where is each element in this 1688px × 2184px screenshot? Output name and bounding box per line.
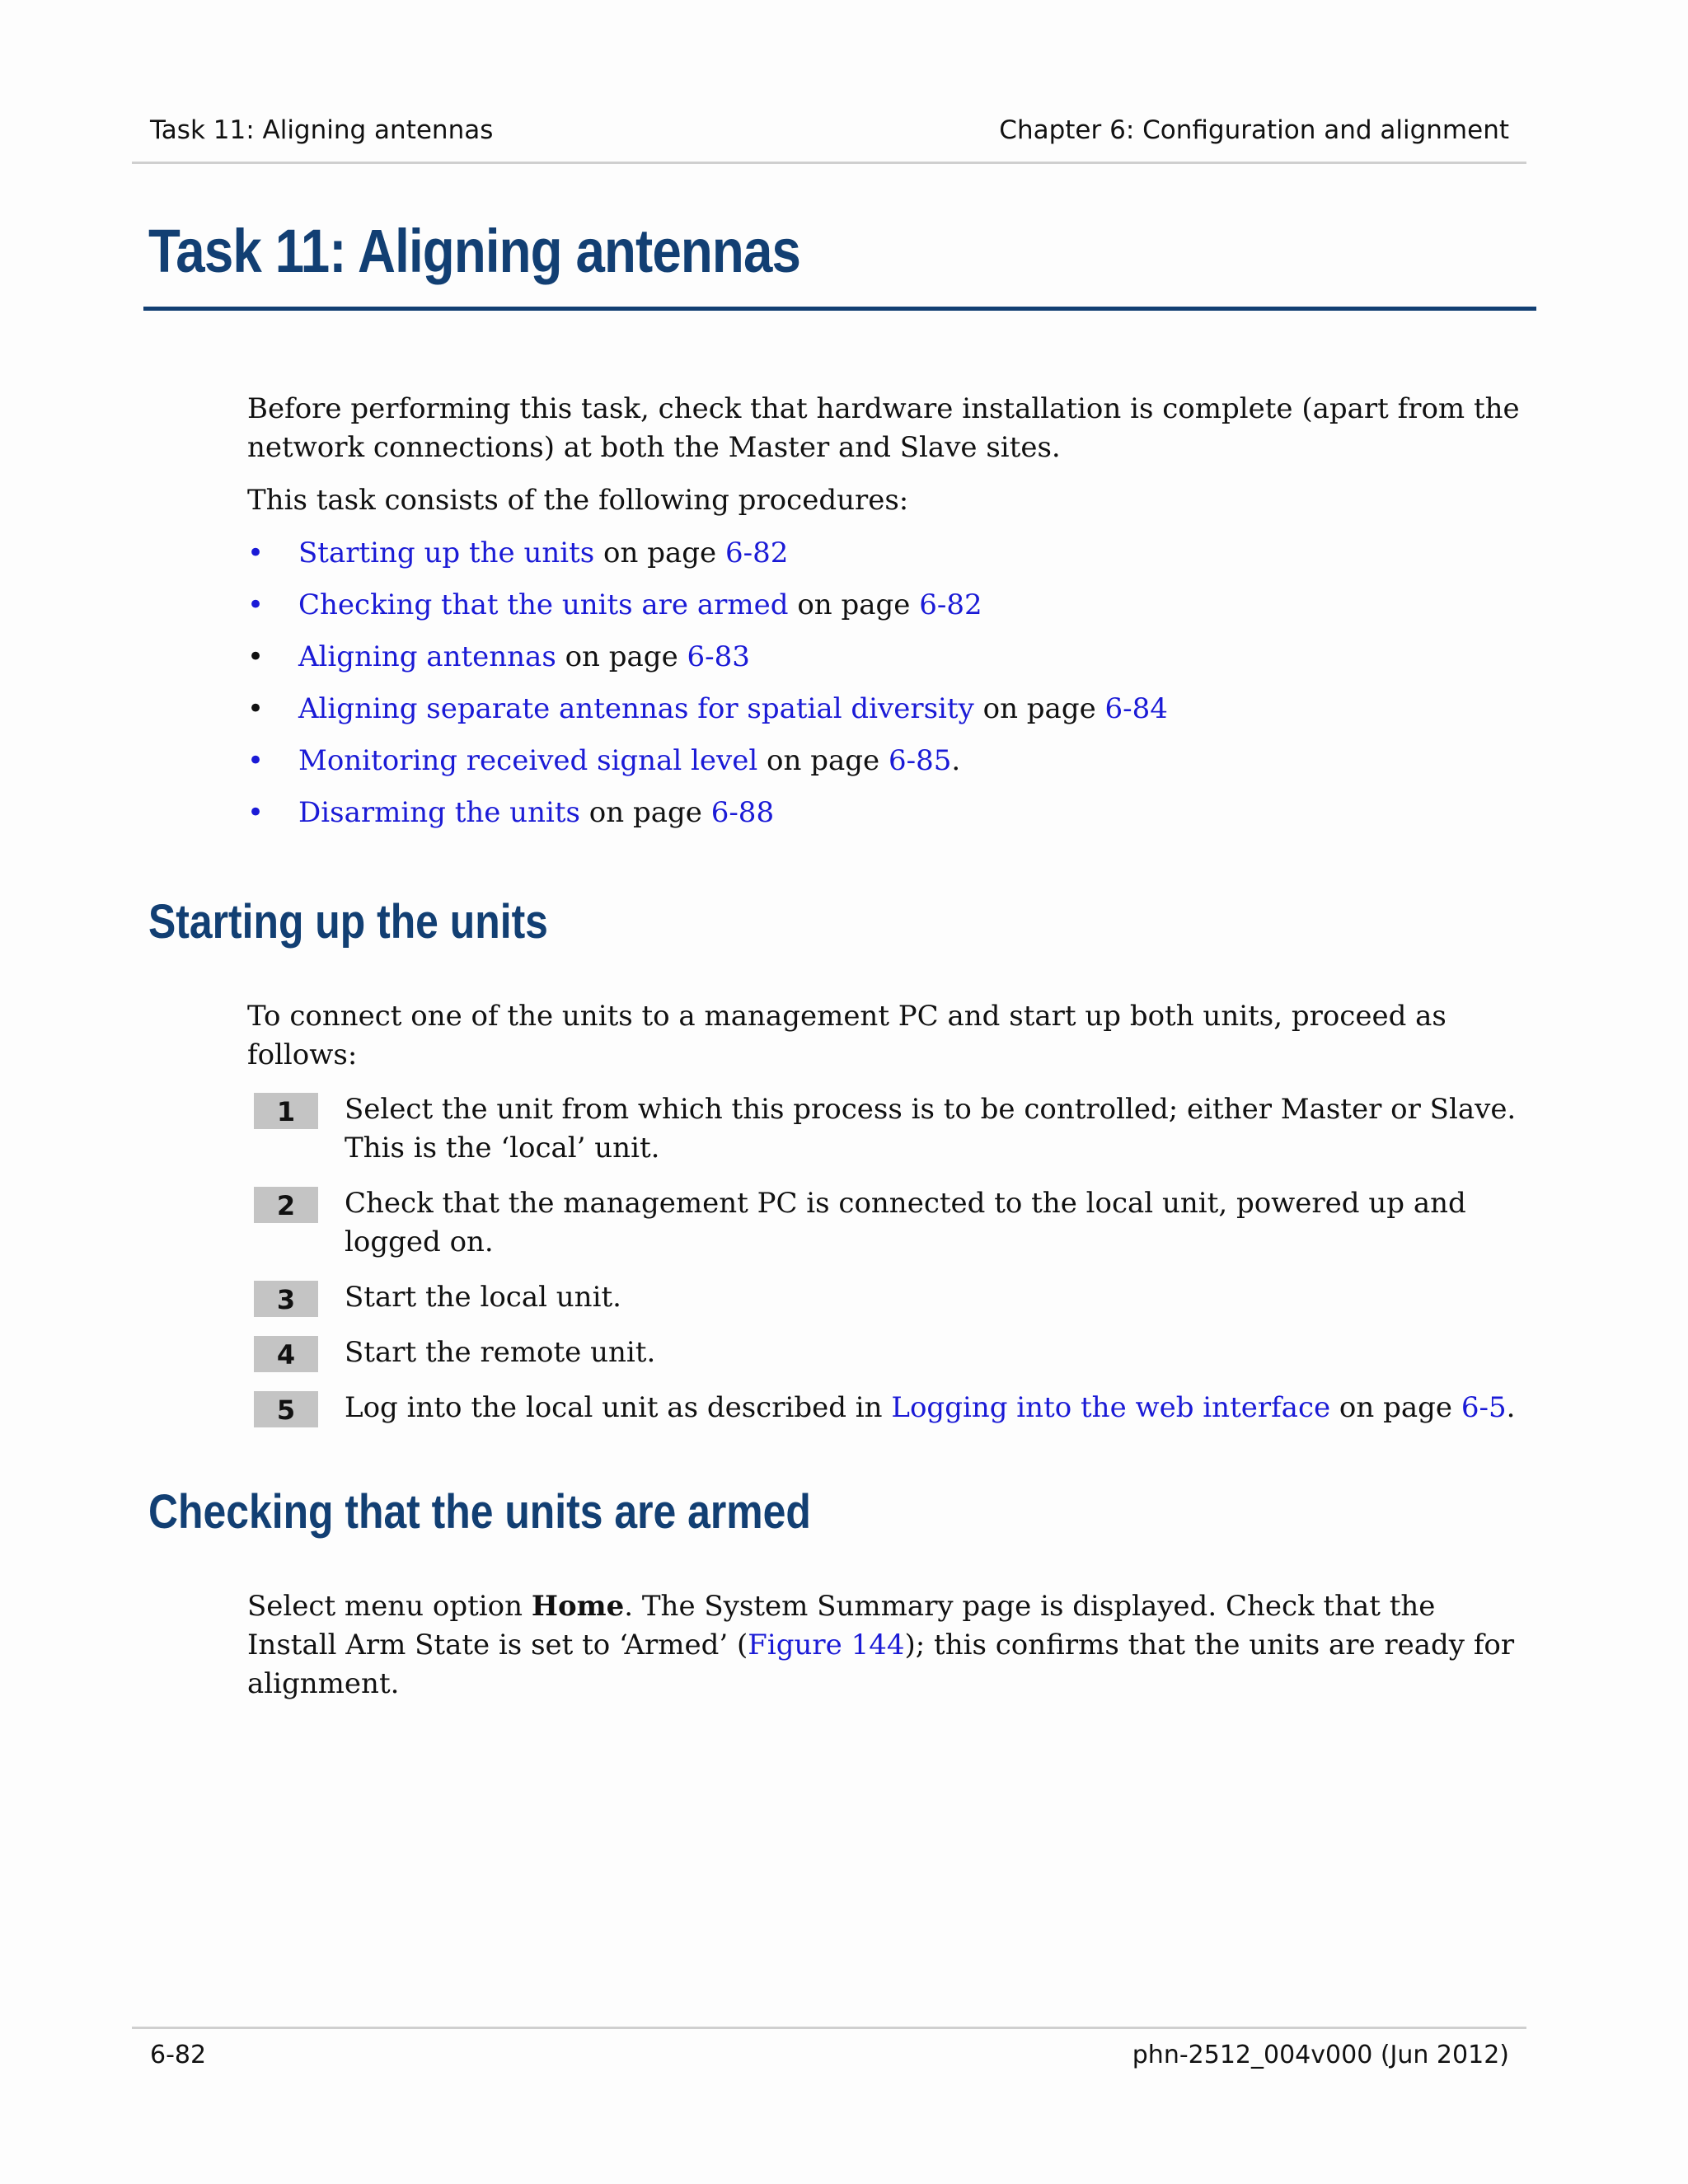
step-number: 5 — [254, 1391, 318, 1427]
document-id: phn-2512_004v000 (Jun 2012) — [1132, 2041, 1509, 2069]
page-ref-link[interactable]: 6-82 — [919, 588, 982, 621]
list-item-text: on page — [556, 640, 687, 673]
procedures-intro: This task consists of the following procedures: — [247, 484, 909, 517]
header-chapter-title: Chapter 6: Configuration and alignment — [999, 115, 1509, 145]
section-paragraph: Select menu option Home. The System Summary page is displayed. Check that the Install Arm State is set to ‘Armed’ (Figure 144); this confirms that the units are ready for alignment. — [247, 1590, 1515, 1700]
step-number: 2 — [254, 1187, 318, 1223]
list-item-text: on page — [973, 692, 1105, 725]
page-ref-link[interactable]: 6-84 — [1104, 692, 1168, 725]
list-item-text: on page — [579, 796, 711, 829]
step-text: Select the unit from which this process is to be controlled; either Master or Slave. This is the ‘local’ unit. — [345, 1093, 1517, 1165]
step-number: 3 — [254, 1281, 318, 1317]
page-ref-link[interactable]: 6-5 — [1461, 1391, 1507, 1424]
page-ref-link[interactable]: 6-85 — [888, 744, 952, 777]
bullet-icon: • — [247, 744, 265, 777]
step-number: 1 — [254, 1093, 318, 1129]
link-disarming-units[interactable]: Disarming the units — [298, 796, 580, 829]
list-item — [247, 638, 1533, 690]
bullet-icon: • — [247, 588, 265, 621]
intro-paragraph: Before performing this task, check that hardware installation is complete (apart from the network connections) at both the Master and Slave sites. — [247, 392, 1520, 464]
bullet-icon: • — [247, 796, 265, 829]
list-item: • Monitoring received signal level on page 6-85. — [247, 742, 1533, 794]
procedure-list — [247, 534, 1533, 846]
section-heading-checking-armed: Checking that the units are armed — [148, 1485, 811, 1539]
page-number: 6-82 — [150, 2041, 207, 2069]
link-starting-up-units[interactable]: Starting up the units — [298, 537, 595, 569]
list-item — [247, 690, 1533, 742]
link-figure-144[interactable]: Figure 144 — [748, 1629, 905, 1661]
menu-option-home: Home — [531, 1590, 625, 1623]
list-item — [247, 534, 1533, 586]
list-item-text: on page — [788, 588, 920, 621]
link-aligning-antennas[interactable]: Aligning antennas — [298, 640, 556, 673]
step-number: 4 — [254, 1336, 318, 1372]
link-aligning-separate-antennas[interactable]: Aligning separate antennas for spatial diversity — [298, 692, 974, 725]
list-item — [247, 586, 1533, 638]
list-item-text: on page — [757, 744, 889, 777]
title-underline — [143, 307, 1536, 311]
step-text: Start the remote unit. — [345, 1336, 656, 1369]
bullet-icon: • — [247, 537, 265, 569]
header-divider — [132, 162, 1526, 164]
section-intro: To connect one of the units to a management PC and start up both units, proceed as follows: — [247, 1000, 1447, 1071]
page-ref-link[interactable]: 6-82 — [724, 537, 789, 569]
bullet-icon: • — [247, 692, 265, 725]
page-title: Task 11: Aligning antennas — [148, 217, 801, 285]
link-checking-units-armed[interactable]: Checking that the units are armed — [298, 588, 789, 621]
step-text: Check that the management PC is connected to the local unit, powered up and logged on. — [345, 1187, 1466, 1258]
running-footer — [132, 2041, 1527, 2074]
header-section-title: Task 11: Aligning antennas — [150, 115, 494, 145]
footer-divider — [132, 2027, 1526, 2029]
step-text: Start the local unit. — [345, 1281, 621, 1314]
section-heading-starting-up: Starting up the units — [148, 895, 548, 949]
list-item-text: on page — [594, 537, 725, 569]
list-item — [247, 794, 1533, 846]
step-text: Log into the local unit as described in Logging into the web interface on page 6-5. — [345, 1391, 1516, 1424]
link-monitoring-signal-level[interactable]: Monitoring received signal level — [298, 744, 758, 777]
page-ref-link[interactable]: 6-88 — [710, 796, 775, 829]
bullet-icon: • — [247, 640, 265, 673]
running-header — [132, 115, 1527, 148]
page-ref-link[interactable]: 6-83 — [687, 640, 750, 673]
link-logging-into-web-interface[interactable]: Logging into the web interface — [891, 1391, 1331, 1424]
